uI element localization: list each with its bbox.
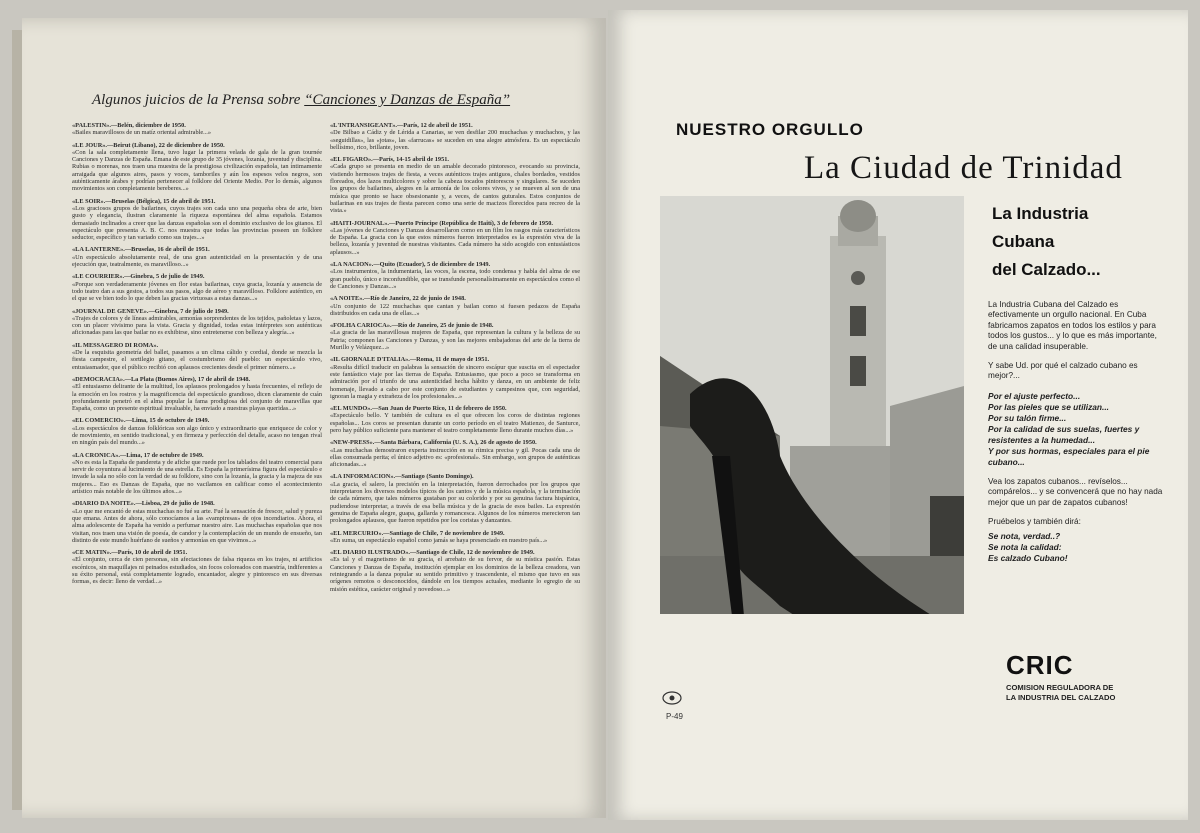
trinidad-photo [660, 196, 964, 614]
press-quote-text: «Los espectáculos de danzas folklóricas son algo único y extraordinario que enriquece de color y de movimiento, en sentido tradicional, y en firmeza y perfección del detalle, acaso no tengan rival en ningún país del mundo...» [72, 424, 322, 447]
press-quote [72, 376, 322, 412]
reason-item: Y por sus hormas, especiales para el pie cubano... [988, 445, 1150, 467]
press-quote [330, 122, 580, 151]
press-quote [330, 261, 580, 290]
press-quote-source: «EL FIGARO».—París, 14-15 abril de 1951. [330, 156, 449, 164]
press-quote-source: «DIARIO DA NOITE».—Lisboa, 29 de julio de 1948. [72, 500, 215, 508]
page-title-work: “Canciones y Danzas de España” [304, 92, 511, 108]
press-column-1 [72, 122, 322, 591]
press-quote [72, 500, 322, 544]
ad-paragraph: Vea los zapatos cubanos... revíselos... compárelos... y se convencerá que no hay nada mejor que un par de zapatos cubanos! [988, 476, 1163, 507]
press-quote-source: «NEW-PRESS».—Santa Bárbara, California (U. S. A.), 26 de agosto de 1950. [330, 439, 537, 447]
press-quote [330, 220, 580, 256]
cric-logo: CRIC [1006, 650, 1074, 680]
page-title-prefix: Algunos juicios de la Prensa sobre [92, 92, 301, 108]
press-quote-text: «Porque son verdaderamente jóvenes en flor estas bailarinas, cuya gracia, lozanía y ausencia de todo teatro dan a sus gestos, a todos sus pasos, algo de aéreo y maravilloso. Folklore auténtico, en el que se ve bien todo lo que deben las gracias virtuosas a estas danzas...» [72, 280, 322, 303]
press-quote-text: «El conjunto, cerca de cien personas, sin afectaciones de falsa riqueza en los trajes, ni artificios escénicos, sin maquillajes ni peinados estudiados, sin focos coloreados con maestría, indiferentes a su éxito personal, está completamente logrado, encantador, alegre y pintoresco en sus diversas formas, es decir: lleno de verdad...» [72, 556, 322, 586]
press-quote [72, 417, 322, 446]
press-quote [72, 273, 322, 302]
press-quote-source: «EL MERCURIO».—Santiago de Chile, 7 de noviembre de 1949. [330, 529, 505, 537]
reason-item: Por las pieles que se utilizan... [988, 401, 1110, 412]
press-quote-text: «Espectáculo bello. Y también de cultura es el que ofrecen los coros de distintas regiones españolas... Los coros se presentan durante un corto período en el teatro Matienzo, de Santurce, pero hay público suficiente para mantener el teatro completamente lleno durante muchos días...» [330, 412, 580, 434]
press-quote-source: «CE MATIN».—París, 10 de abril de 1951. [72, 549, 188, 557]
ad-heading: NUESTRO ORGULLO [676, 120, 864, 139]
press-quote [330, 439, 580, 468]
press-column-2 [330, 122, 580, 598]
press-quote-text: «Las jóvenes de Canciones y Danzas desarrollaron como en un film los rasgos más característicos de España. La gracia con la que estos números fueron interpretados es la expresión viva de la belleza, lozanía y juventud de nuestras visitantes. Cada número ha sido acogido con entusiásticos aplausos...» [330, 226, 580, 256]
press-quote [330, 549, 580, 593]
press-quote-text: «Las muchachas demostraron experta instrucción en su rítmica precisa y gil. Pocas cada una de ellas consumada perita; el único adjetivo es: «profesional». Sin embargo, son grupos de auténticas aficionadas...» [330, 446, 580, 469]
press-quote [72, 342, 322, 371]
press-quote [330, 473, 580, 524]
slogan-item: Es calzado Cubano! [988, 553, 1068, 564]
press-quote-text: «Es tal y el magnetismo de su gracia, el arrebato de su fervor, de su mística pasión. Estas Canciones y Danzas de España, institución ejemplar en los dominios de la belleza creadora, van reintegrando a la danza popular su sentido primitivo y trascendente, el mismo que tuvo en sus orígenes remotos o desconocidos, dándole en los tiempos actuales, mediante lo egregio de su misión estética, carácter original y novedoso...» [330, 556, 580, 593]
press-quote-source: «DEMOCRACIA».—La Plata (Buenos Aires), 17 de abril de 1948. [72, 375, 251, 383]
press-quote-text: «La gracia, el salero, la precisión en la interpretación, fueron derrochados por los grupos que interpretaron los diversos modelos típicos de los cantos y de la música española, y la terminación de cada número, que tales números gustaban por su colorido y por su genuina factura hispánica, pudiendose interpretar, a través de esa bella música y de la gracia de esos bailes. La expresión genuina de España alegre, guapa, gallarda y romancesca. Algunos de los números merecieron tan prolongados aplausos, que fueron repetidos por los coristas y danzantes. [330, 480, 580, 525]
press-quote [330, 295, 580, 317]
press-quote [72, 308, 322, 337]
press-quote-source: «LE COURRIER».—Ginebra, 5 de julio de 1949. [72, 273, 205, 281]
press-quote-source: «LE JOUR».—Beirut (Líbano), 22 de diciembre de 1950. [72, 141, 225, 149]
press-quote [330, 405, 580, 434]
slogan-item: Se nota, verdad..? [988, 531, 1061, 542]
reason-item: Por su talón firme... [988, 412, 1067, 423]
press-quote-source: «PALESTIN».—Belén, diciembre de 1950. [72, 122, 186, 129]
press-quote-text: «De Bilbao a Cádiz y de Lérida a Canarias, se ven desfilar 200 muchachas y muchachos, y las «seguidillas», las «jotas», las «farrucas» se suceden en una alegre atmósfera. Es un espectáculo bellísimo, rico, brillante, joven. [330, 129, 580, 151]
press-quote-source: «LA LANTERNE».—Bruselas, 16 de abril de 1951. [72, 246, 210, 254]
printer-seal-icon [662, 690, 682, 706]
press-quote-text: «Lo que me encantó de estas muchachas no fué su arte. Fué la sensación de frescor, salud y pureza que emana. Antes de ahora, sólo conocíamos a las «vampiresas» de ojos incendiarios. Ahora, el alma adolescente de España ha venido a perfumar nuestro aire. Las muchachas españolas que nos visitan, nos traen una visión de poesía, de candor y la contemplación de un mundo de ensueño, tan distinto de este mundo huérfano de sueños y armonías en que vivimos...» [72, 507, 322, 544]
press-quote-text: «Resulta difícil traducir en palabras la sensación de sincero escápur que suscita en el espectador este fantástico viaje por las tierras de España. Entusiasmo, que poco a poco se transforma en admiración por el triunfo de una autenticidad hecha hábito y danza, en un ambiente de feliz homenaje, llevado a cabo por este conjunto de estudiantes y campesinos que, con seguridad, ignoran la magia y extrañeza de los profesionales...» [330, 363, 580, 400]
reason-item: Por la calidad de sus suelas, fuertes y resistentes a la humedad... [988, 423, 1140, 445]
press-quote [72, 246, 322, 268]
slogan-item: Se nota la calidad: [988, 542, 1062, 553]
press-quote-text: «Los graciosos grupos de bailarines, cuyos trajes son cada uno una pequeña obra de arte, bien gusto y elegancia, ilustran claramente la riqueza espontánea del alma española. Estamos demasiado inclinados a creer que las danzas españolas son el dominio exclusivo de los gitanos. El espectáculo que presenta A. B. C. nos muestra que todas las provincias poseen un folklore seductor, específico y tan variado como sus trajes...» [72, 204, 322, 242]
press-quote [330, 322, 580, 351]
press-quote-text: «Un espectáculo absolutamente real, de una gran autenticidad en la presentación y de una ejecución que, teatralmente, es maravilloso...» [72, 253, 322, 269]
press-quote [72, 452, 322, 496]
industry-headline [992, 200, 1101, 284]
ad-body-copy [988, 300, 1168, 564]
press-quote [72, 549, 322, 585]
press-quote-text: «Cada grupo se presenta en medio de un amable decorado pintoresco, evocando su provincia, vistiendo hermosos trajes de fiesta, a veces auténticos trajes antiguos, chales bordados, vestidos floreados, dos lazos multicolores y sobre la cabeza tocados pintorescos y singulares. Se suceden los grupos de bailarines, alegres en la armonía de los colores vivos, y se mueven al son de una música que pronto se hace obsesionante y, a veces, de cantos guturales. Estos conjuntos de bailarinas en sus trajes de fiesta parecen como una serie de macizos florecidos para recreo de la vista.» [330, 163, 580, 215]
press-quote-source: «LA NACION».—Quito (Ecuador), 5 de diciembre de 1949. [330, 261, 491, 269]
press-quote-source: «IL GIORNALE D'ITALIA».—Roma, 11 de mayo de 1951. [330, 356, 490, 364]
industry-line: Cubana [992, 232, 1055, 251]
press-quote-text: «En suma, un espectáculo español como jamás se haya presenciado en nuestro país...» [330, 536, 548, 544]
press-quote-text: «Con la sala completamente llena, tuvo lugar la primera velada de gala de la gran tournée Canciones y Danzas de España. Emana de este grupo de 35 jóvenes, lozanía, juventud y disciplina. Rubias o morenas, nos traen una muestra de la prestigiosa civilización española, tan íntimamente arraigada que algunos aires, pasos y voces, tamboriles y aún los espesos velos negros, son auténticamente árabes y podrían pertenecer al folklore del Oriente Medio. Por lo demás, algunos movimientos son completamente bereberes...» [72, 148, 322, 193]
press-quote-text: «No es esta la España de pandereta y de afiche que ruede por los tablados del teatro comercial para servir de coyuntura al lucimiento de una estrella. Es España la primerísima figura del espectáculo e invade la sala no sólo con la verdad de su folklore, sino con la lozanía, la gracia y la majeza de sus mujeres... Eso es Danzas de España, que no vacilamos en calificar como el acontecimiento artístico más notable de los últimos años...» [72, 458, 322, 496]
press-quote-source: «LA INFORMACION».—Santiago (Santo Domingo). [330, 473, 474, 481]
press-quote [72, 142, 322, 193]
logo-sub-line: COMISION REGULADORA DE [1006, 683, 1114, 692]
page-title [92, 92, 510, 109]
right-page-advertisement [608, 10, 1188, 820]
press-quote-source: «EL COMERCIO».—Lima, 15 de octubre de 1949. [72, 417, 210, 425]
press-quote-source: «EL DIARIO ILUSTRADO».—Santiago de Chile, 12 de noviembre de 1949. [330, 549, 535, 557]
ad-paragraph: La Industria Cubana del Calzado es efectivamente un orgullo nacional. En Cuba fabricamos zapatos en todos los estilos y para todos los gustos... y lo que es más importante, de una calidad insuperable. [988, 300, 1157, 351]
press-quote-text: «La gracia de las maravillosas mujeres de España, que representan la cultura y la belleza de su Patria; componen las Canciones y Danzas, y son las mejores embajadoras del arte de la tierra de Murillo y Velázquez...» [330, 329, 580, 352]
ad-paragraph: Pruébelos y también dirá: [988, 517, 1081, 527]
press-quote-source: «JOURNAL DE GENEVE».—Ginebra, 7 de julio de 1949. [72, 307, 229, 315]
press-quote [330, 356, 580, 400]
reasons-list [988, 391, 1168, 468]
press-quote-text: «De la esquisita geometría del ballet, pasamos a un clima cálido y cordial, donde se mezcla la fiesta campestre, el sortilegio gitano, el costumbrismo del pueblo: un espectáculo vivo, entusiasmador, que el público recibió con aplausos crecientes desde el primer número...» [72, 349, 322, 371]
press-quote-source: «A NOITE».—Río de Janeiro, 22 de junio de 1948. [330, 295, 466, 303]
press-quote-text: «El entusiasmo delirante de la multitud, los aplausos prolongados y hasta frecuentes, el reflejo de la emoción en los rostros y la magnificencia del espectáculo grandioso, dicen claramente de cuán profundamente penetró en el alma popular la fama prodigiosa del conjunto de maravillas que España, como un presente espiritual invaluable, ha enviado a nuestras playas queridas...» [72, 383, 322, 413]
press-quote-source: «EL MUNDO».—San Juan de Puerto Rico, 11 de febrero de 1950. [330, 405, 507, 413]
press-quote-text: «Trajes de colores y de líneas admirables, armonías sorprendentes de los tejidos, pañoletas y lazos, con un placer vivisimo para la vista. Gracia y dignidad, todas estas intérpretes son auténticas aficionadas para las que bailar no es exhibirse, sino entretenerse con belleza y alegría...» [72, 314, 322, 337]
press-quote [72, 122, 322, 137]
press-quote-source: «LE SOIR».—Bruselas (Bélgica), 15 de abril de 1951. [72, 197, 216, 205]
press-quote [330, 530, 580, 545]
car-shape [930, 496, 964, 556]
cric-logo-subtitle [1006, 683, 1115, 703]
industry-line: La Industria [992, 204, 1089, 223]
slogans-list [988, 531, 1168, 564]
press-quote-text: «Un conjunto de 122 muchachas que cantan y bailan como si fuesen pedazos de España distribuidos en cada una de ellas...» [330, 302, 580, 317]
press-quote-source: «HAITI-JOURNAL».—Puerto Príncipe (República de Haití), 3 de febrero de 1950. [330, 219, 553, 227]
industry-line: del Calzado... [992, 260, 1101, 279]
press-quote-text: «Bailes maravillosos de un matíz oriental admirable...» [72, 129, 212, 137]
press-quote-text: «Los instrumentos, la indumentaria, las voces, la escena, todo condensa y habla del alma de ese gran pueblo, único e inconfundible, que se transfunde personalísimamente en espectáculos como el de Canciones y Danzas...» [330, 268, 580, 290]
left-page [22, 18, 606, 818]
plate-code: P-49 [666, 712, 683, 721]
logo-sub-line: LA INDUSTRIA DEL CALZADO [1006, 693, 1116, 702]
press-quote-source: «IL MESSAGERO DI ROMA». [72, 341, 159, 349]
ad-paragraph: Y sabe Ud. por qué el calzado cubano es mejor?... [988, 361, 1138, 381]
press-quote-source: «LA CRONICA».—Lima, 17 de octubre de 1949. [72, 451, 204, 459]
press-quote-source: «L'INTRANSIGEANT».—París, 12 de abril de 1951. [330, 122, 473, 129]
shoe-and-tower-illustration [660, 196, 964, 614]
press-quote [72, 198, 322, 242]
press-quote-source: «FOLHA CARIOCA».—Río de Janeiro, 25 de junio de 1948. [330, 322, 494, 330]
reason-item: Por el ajuste perfecto... [988, 390, 1081, 401]
press-quote [330, 156, 580, 214]
ad-title: La Ciudad de Trinidad [804, 150, 1123, 186]
